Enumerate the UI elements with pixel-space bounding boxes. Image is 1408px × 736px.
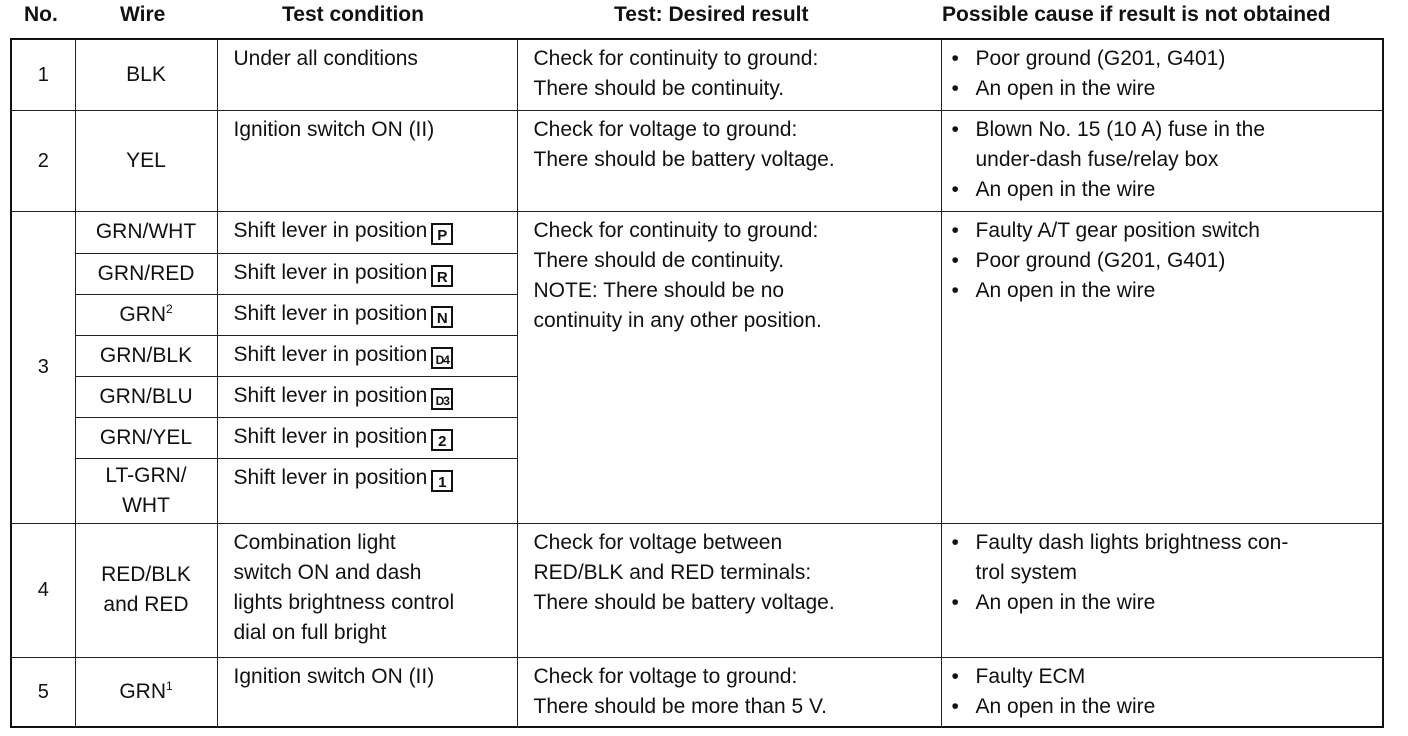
desired-result	[517, 211, 941, 523]
possible-cause	[941, 657, 1383, 727]
header-no: No.	[24, 3, 58, 26]
possible-cause	[941, 523, 1383, 657]
wire-color: BLK	[75, 39, 217, 110]
bullet: •	[951, 530, 959, 554]
result-line: Check for voltage to ground:	[533, 664, 798, 688]
result-line: Check for voltage between	[533, 530, 783, 554]
bullet: •	[951, 177, 959, 201]
bullet: •	[951, 248, 959, 272]
test-condition	[217, 110, 517, 211]
desired-result	[517, 657, 941, 727]
result-line: Check for continuity to ground:	[533, 218, 819, 242]
row-number: 3	[11, 211, 75, 523]
test-condition	[217, 523, 517, 657]
header-wire: Wire	[120, 3, 166, 26]
result-note: continuity in any other position.	[533, 308, 822, 332]
result-line: There should be battery voltage.	[533, 147, 835, 171]
row-number: 5	[11, 657, 75, 727]
desired-result	[517, 523, 941, 657]
wire-color: GRN/BLU	[75, 376, 217, 417]
condition-line: lights brightness control	[233, 590, 455, 614]
cause-item: • Poor ground (G201, G401)	[952, 44, 1379, 74]
result-line: Check for voltage to ground:	[533, 117, 798, 141]
position-1-icon: 1	[431, 470, 453, 492]
wire-color: GRN$^1$	[75, 657, 217, 727]
cause-item: • Faulty dash lights brightness con- trol system	[952, 528, 1379, 588]
result-line: There should be more than 5 V.	[533, 694, 827, 718]
bullet: •	[951, 47, 959, 70]
wire-color: YEL	[75, 110, 217, 211]
condition-line: Combination light	[233, 530, 396, 554]
wire-color: GRN$^2$	[75, 294, 217, 335]
test-condition: Shift lever in position D4	[217, 335, 517, 376]
possible-cause	[941, 211, 1383, 523]
condition-line: Ignition switch ON (II)	[233, 117, 435, 141]
bullet: •	[951, 117, 959, 141]
table-row	[11, 211, 1383, 253]
cause-item: • Poor ground (G201, G401)	[952, 246, 1379, 276]
position-2-icon: 2	[431, 429, 453, 451]
possible-cause	[941, 110, 1383, 211]
header-test-condition: Test condition	[282, 3, 424, 26]
bullet: •	[951, 218, 959, 242]
table-row	[11, 39, 1383, 110]
row-number: 1	[11, 39, 75, 110]
cause-item: • Faulty A/T gear position switch	[952, 216, 1379, 246]
test-condition: Shift lever in position N	[217, 294, 517, 335]
table-row	[11, 523, 1383, 657]
condition-line: switch ON and dash	[233, 560, 422, 584]
position-r-icon: R	[431, 265, 453, 287]
row-number: 2	[11, 110, 75, 211]
bullet: •	[951, 664, 959, 688]
possible-cause	[941, 39, 1383, 110]
test-condition: Shift lever in position D3	[217, 376, 517, 417]
cause-item: • An open in the wire	[952, 175, 1379, 205]
position-n-icon: N	[431, 306, 453, 328]
test-condition	[217, 657, 517, 727]
test-condition: Shift lever in position P	[217, 211, 517, 253]
header-possible-cause: Possible cause if result is not obtained	[942, 3, 1331, 26]
cause-item: • An open in the wire	[952, 74, 1379, 104]
bullet: •	[951, 590, 959, 614]
result-line: RED/BLK and RED terminals:	[533, 560, 812, 584]
wire-color: GRN/WHT	[75, 211, 217, 253]
wire-test-table	[10, 38, 1384, 728]
table-row	[11, 110, 1383, 211]
desired-result	[517, 39, 941, 110]
test-condition: Shift lever in position R	[217, 253, 517, 294]
wire-color: GRN/YEL	[75, 417, 217, 458]
cause-item: • Faulty ECM	[952, 662, 1379, 692]
result-line: There should be battery voltage.	[533, 590, 835, 614]
wire-color: LT-GRN/ WHT	[75, 458, 217, 523]
table-row	[11, 657, 1383, 727]
wire-color: GRN/BLK	[75, 335, 217, 376]
header-desired-result: Test: Desired result	[614, 3, 809, 26]
cause-item: • An open in the wire	[952, 692, 1379, 722]
bullet: •	[951, 694, 959, 718]
position-d3-icon: D3	[431, 388, 453, 410]
cause-item: • An open in the wire	[952, 276, 1379, 306]
result-line: There should be continuity.	[533, 77, 785, 100]
condition-line: dial on full bright	[233, 620, 387, 644]
row-number: 4	[11, 523, 75, 657]
cause-item: • An open in the wire	[952, 588, 1379, 618]
position-d4-icon: D4	[431, 347, 453, 369]
test-condition	[217, 39, 517, 110]
wire-color: GRN/RED	[75, 253, 217, 294]
test-condition: Shift lever in position 2	[217, 417, 517, 458]
bullet: •	[951, 278, 959, 302]
wire-color: RED/BLK and RED	[75, 523, 217, 657]
result-note: NOTE: There should be no	[533, 278, 785, 302]
test-condition: Shift lever in position 1	[217, 458, 517, 523]
condition-line: Ignition switch ON (II)	[233, 664, 435, 688]
result-line: Check for continuity to ground:	[533, 47, 819, 70]
cause-item: • Blown No. 15 (10 A) fuse in the under-dash fuse/relay box	[952, 115, 1379, 175]
position-p-icon: P	[431, 223, 453, 245]
bullet: •	[951, 77, 959, 100]
result-line: There should de continuity.	[533, 248, 785, 272]
desired-result	[517, 110, 941, 211]
condition-line: Under all conditions	[233, 47, 418, 70]
